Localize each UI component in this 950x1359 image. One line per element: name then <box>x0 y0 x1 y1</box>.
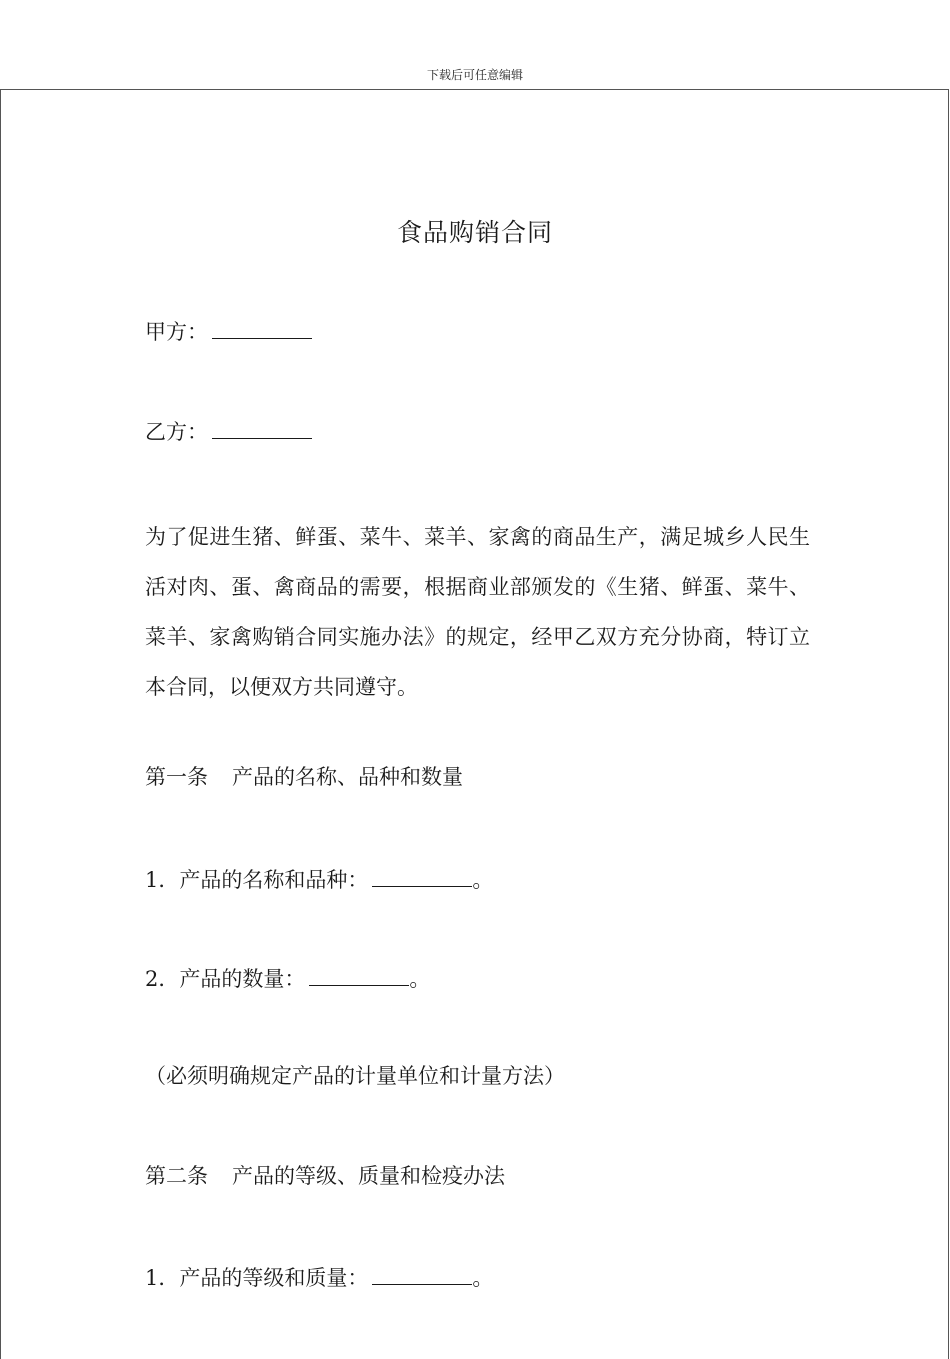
preamble-paragraph: 为了促进生猪、鲜蛋、菜牛、菜羊、家禽的商品生产，满足城乡人民生活对肉、蛋、禽商品的需要，根据商业部颁发的《生猪、鲜蛋、菜牛、菜羊、家禽购销合同实施办法》的规定，经甲乙双方充分协商，特订立本合同，以便双方共同遵守。 <box>145 525 810 699</box>
article-1-item-1-label: 1．产品的名称和品种： <box>145 868 369 892</box>
article-2-heading <box>145 1166 505 1187</box>
article-2-item-1 <box>145 1266 493 1289</box>
party-a-label: 甲方： <box>145 320 208 344</box>
article-2-item-1-label: 1．产品的等级和质量： <box>145 1266 369 1290</box>
party-b-line <box>145 420 312 443</box>
article-1-title: 产品的名称、品种和数量 <box>232 765 463 789</box>
article-2-number: 第二条 <box>145 1164 208 1188</box>
party-a-line <box>145 320 312 343</box>
article-2-item-1-blank <box>372 1266 472 1285</box>
article-1-item-2-label: 2．产品的数量： <box>145 967 306 991</box>
article-1-item-1 <box>145 868 493 891</box>
party-b-label: 乙方： <box>145 420 208 444</box>
article-1-item-1-suffix: 。 <box>472 868 494 892</box>
article-1-number: 第一条 <box>145 765 208 789</box>
header-note: 下载后可任意编辑 <box>426 68 523 82</box>
party-a-blank <box>212 320 312 339</box>
party-b-blank <box>212 420 312 439</box>
document-title: 食品购销合同 <box>396 218 553 247</box>
article-1-item-1-blank <box>372 868 472 887</box>
article-1-item-2-blank <box>309 967 409 986</box>
article-1-note: （必须明确规定产品的计量单位和计量方法） <box>145 1064 565 1088</box>
article-1-item-2 <box>145 967 430 990</box>
article-1-heading <box>145 767 463 788</box>
article-2-title: 产品的等级、质量和检疫办法 <box>232 1164 505 1188</box>
article-1-item-2-suffix: 。 <box>409 967 431 991</box>
article-2-item-1-suffix: 。 <box>472 1266 494 1290</box>
